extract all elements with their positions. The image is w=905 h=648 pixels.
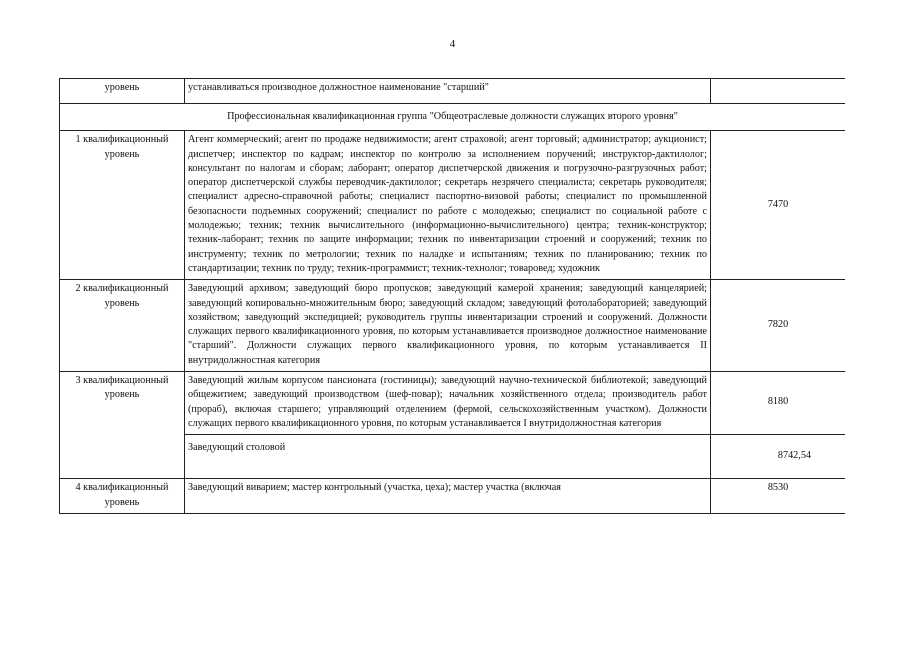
table-row bbox=[60, 372, 846, 435]
table-row bbox=[60, 131, 846, 280]
group-header-row bbox=[60, 104, 846, 131]
description-cell: Заведующий архивом; заведующий бюро пропусков; заведующий камерой хранения; заведующий канцелярией; заведующий копировально-множительным бюро; заведующий складом; заведующий фотолабораторией; заведующий хозяйством; заведующий экспедицией; руководитель группы инвентаризации строений и сооружений. Должности служащих первого квалификационного уровня, по которым устанавливается производное должностное наименование "старший". Должности служащих первого квалификационного уровня, по которым устанавливается II внутридолжностная категория bbox=[185, 280, 711, 372]
description-cell: Заведующий жилым корпусом пансионата (гостиницы); заведующий научно-технической библиотекой; заведующий общежитием; заведующий производством (шеф-повар); начальник хозяйственного отдела; производитель работ (прораб), включая старшего; управляющий отделением (фермой, сельскохозяйственным участком). Должности служащих первого квалификационного уровня, по которым устанавливается I внутридолжностная категория bbox=[185, 372, 711, 435]
salary-cell: 8530 bbox=[711, 479, 846, 514]
salary-cell: 7820 bbox=[711, 280, 846, 372]
table-row bbox=[60, 79, 846, 104]
level-cell: 4 квалификационный уровень bbox=[60, 479, 185, 514]
level-cell: уровень bbox=[60, 79, 185, 104]
description-cell: Агент коммерческий; агент по продаже недвижимости; агент страховой; агент торговый; администратор; аукционист; диспетчер; инспектор по кадрам; инспектор по контролю за исполнением поручений; инструктор-дактилолог; консультант по налогам и сборам; лаборант; оператор диспетчерской движения и погрузочно-разгрузочных работ; оператор диспетчерской службы переводчик-дактилолог; секретарь незрячего специалиста; секретарь руководителя; специалист адресно-справочной работы; специалист паспортно-визовой работы; специалист по промышленной безопасности подъемных сооружений; специалист по работе с молодежью; специалист по социальной работе с молодежью; техник; техник вычислительного (информационно-вычислительного) центра; техник-конструктор; техник-лаборант; техник по защите информации; техник по инвентаризации строений и сооружений; техник по инструменту; техник по метрологии; техник по наладке и испытаниям; техник по планированию; техник по стандартизации; техник по труду; техник-программист; техник-технолог; товаровед; художник bbox=[185, 131, 711, 280]
salary-table bbox=[59, 78, 845, 514]
level-cell: 1 квалификационный уровень bbox=[60, 131, 185, 280]
level-cell: 2 квалификационный уровень bbox=[60, 280, 185, 372]
table-row bbox=[60, 280, 846, 372]
salary-cell: 8180 bbox=[711, 372, 846, 435]
description-cell: Заведующий столовой bbox=[185, 435, 711, 479]
level-cell: 3 квалификационный уровень bbox=[60, 372, 185, 479]
table-row bbox=[60, 479, 846, 514]
salary-cell: 8742,54 bbox=[711, 435, 846, 479]
description-cell: Заведующий виварием; мастер контрольный (участка, цеха); мастер участка (включая bbox=[185, 479, 711, 514]
description-cell: устанавливаться производное должностное наименование "старший" bbox=[185, 79, 711, 104]
group-header: Профессиональная квалификационная группа "Общеотраслевые должности служащих второго уровня" bbox=[60, 104, 846, 131]
salary-table-container bbox=[59, 78, 845, 648]
page-number: 4 bbox=[449, 38, 456, 50]
salary-cell bbox=[711, 79, 846, 104]
salary-cell: 7470 bbox=[711, 131, 846, 280]
